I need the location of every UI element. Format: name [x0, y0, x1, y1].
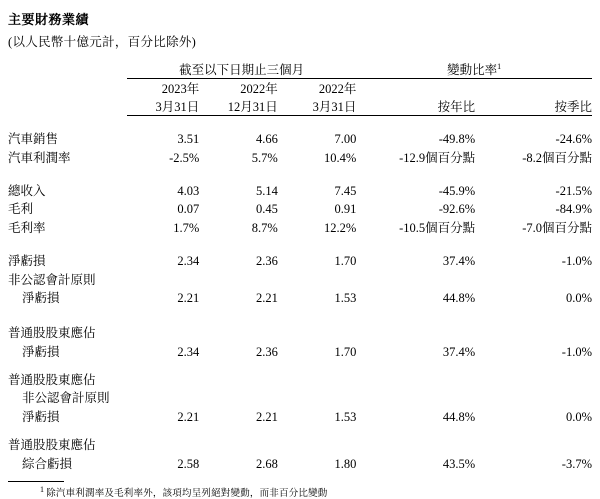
row-value: 0.91 — [334, 202, 357, 217]
row-spacer — [8, 168, 592, 182]
row-value: 0.0% — [565, 410, 592, 424]
footnote-text — [8, 485, 592, 499]
row-spacer-cell — [8, 116, 592, 130]
row-spacer-cell — [8, 168, 592, 182]
row-value: 0.0% — [565, 291, 592, 306]
row-value — [356, 389, 475, 408]
row-label: 毛利 — [8, 202, 34, 217]
table-row — [8, 289, 592, 308]
row-value: 1.80 — [334, 456, 357, 471]
row-value: -1.0% — [561, 344, 592, 359]
table-row — [8, 324, 592, 343]
table-row — [8, 455, 592, 474]
row-value: 2.21 — [177, 291, 200, 306]
row-value — [127, 271, 199, 290]
row-value — [199, 436, 278, 455]
table-row — [8, 200, 592, 219]
row-value: 2.36 — [255, 253, 278, 268]
financial-table — [8, 60, 592, 473]
row-value — [278, 271, 357, 290]
row-value: 7.45 — [334, 183, 357, 198]
row-value — [475, 389, 592, 408]
row-value: 2.34 — [177, 253, 200, 268]
row-value: 2.34 — [177, 344, 200, 359]
financial-highlights-page — [0, 9, 600, 499]
row-value — [278, 371, 357, 390]
row-value: 2.21 — [177, 410, 200, 424]
row-value — [475, 271, 592, 290]
column-header-1-line1: 2023年 — [161, 82, 200, 96]
table-row — [8, 271, 592, 290]
row-spacer — [8, 238, 592, 252]
table-row — [8, 219, 592, 238]
row-value — [356, 436, 475, 455]
row-value: 4.66 — [255, 132, 278, 146]
column-header-row-1 — [8, 79, 592, 97]
row-value: -84.9% — [555, 202, 592, 217]
row-label: 淨虧損 — [22, 410, 60, 424]
row-value: -49.8% — [438, 132, 476, 146]
column-header-3-line2: 3月31日 — [312, 100, 357, 114]
row-value: 1.53 — [334, 410, 357, 424]
page-title: 主要財務業績 — [8, 12, 90, 27]
row-value — [356, 371, 475, 390]
row-label: 非公認會計原則 — [22, 391, 110, 406]
row-spacer-cell — [8, 308, 592, 324]
row-value — [199, 271, 278, 290]
footnote-body: 除汽車利潤率及毛利率外，該項均呈列絕對變動，而非百分比變動 — [46, 489, 328, 499]
row-value — [278, 436, 357, 455]
row-label: 淨虧損 — [22, 291, 60, 306]
row-label: 總收入 — [8, 183, 46, 198]
row-value: -2.5% — [169, 150, 200, 165]
row-value: 37.4% — [442, 253, 476, 268]
column-header-4-line1 — [356, 79, 475, 97]
footnote-divider — [8, 481, 64, 482]
row-label: 毛利率 — [8, 221, 46, 235]
column-header-1-line2: 3月31日 — [155, 100, 200, 114]
row-spacer-cell — [8, 362, 592, 371]
row-value: 8.7% — [251, 221, 278, 235]
row-value — [199, 324, 278, 343]
row-value — [356, 271, 475, 290]
row-label: 普通股股東應佔 — [8, 372, 96, 387]
row-label: 非公認會計原則 — [8, 272, 96, 287]
table-row — [8, 149, 592, 168]
column-header-4-line2: 按年比 — [437, 100, 476, 114]
row-value: 4.03 — [177, 183, 200, 198]
column-header-3-line1: 2022年 — [318, 82, 357, 96]
row-label: 汽車利潤率 — [8, 150, 71, 165]
row-value: 5.14 — [255, 183, 278, 198]
row-value: 37.4% — [442, 344, 476, 359]
row-value — [278, 389, 357, 408]
row-value — [475, 436, 592, 455]
row-value: -92.6% — [438, 202, 476, 217]
row-value — [475, 324, 592, 343]
row-spacer-cell — [8, 427, 592, 436]
row-value — [127, 389, 199, 408]
row-value — [475, 371, 592, 390]
row-value: -7.0個百分點 — [522, 221, 592, 235]
group-header-change — [356, 60, 592, 78]
row-value: 2.36 — [255, 344, 278, 359]
row-value: -21.5% — [555, 183, 592, 198]
column-header-2-line1: 2022年 — [240, 82, 278, 96]
table-row — [8, 182, 592, 201]
row-value: -12.9個百分點 — [399, 150, 476, 165]
table-row — [8, 371, 592, 390]
row-value: 2.21 — [255, 291, 278, 306]
row-spacer — [8, 427, 592, 436]
column-header-spacer-2 — [8, 97, 127, 115]
row-value: 43.5% — [442, 456, 476, 471]
page-subtitle: (以人民幣十億元計，百分比除外) — [8, 35, 197, 49]
row-value: 7.00 — [334, 132, 357, 146]
column-header-2-line2: 12月31日 — [227, 100, 278, 114]
table-row — [8, 436, 592, 455]
footnote-block — [8, 481, 592, 499]
group-header-period: 截至以下日期止三個月 — [179, 63, 305, 77]
table-row — [8, 252, 592, 271]
row-value: 1.53 — [334, 291, 357, 306]
row-value: -24.6% — [555, 132, 592, 146]
row-label: 淨虧損 — [8, 253, 46, 268]
row-value: -3.7% — [561, 456, 592, 471]
row-value: 10.4% — [324, 150, 357, 165]
group-header-row — [8, 60, 592, 78]
row-value — [127, 324, 199, 343]
group-header-spacer — [8, 60, 127, 78]
column-header-spacer-1 — [8, 79, 127, 97]
row-value: 5.7% — [251, 150, 278, 165]
row-value: 3.51 — [177, 132, 200, 146]
footnote-marker: 1 — [40, 485, 45, 495]
row-value: 0.45 — [255, 202, 278, 217]
row-value: 0.07 — [177, 202, 200, 217]
row-spacer-cell — [8, 238, 592, 252]
row-label: 綜合虧損 — [22, 456, 73, 471]
row-value: -8.2個百分點 — [522, 150, 592, 165]
row-value: 2.21 — [255, 410, 278, 424]
row-value: 12.2% — [324, 221, 357, 235]
table-row — [8, 408, 592, 427]
row-spacer — [8, 362, 592, 371]
table-row — [8, 130, 592, 149]
row-label: 普通股股東應佔 — [8, 437, 96, 452]
row-value — [199, 389, 278, 408]
table-row — [8, 389, 592, 408]
row-value: -10.5個百分點 — [399, 221, 476, 235]
row-value: 1.70 — [334, 253, 357, 268]
column-header-5-line1 — [475, 79, 592, 97]
row-value: 1.7% — [173, 221, 200, 235]
row-value: -1.0% — [561, 253, 592, 268]
table-row — [8, 343, 592, 362]
row-label: 淨虧損 — [22, 344, 60, 359]
financial-table-body — [8, 116, 592, 473]
row-value — [356, 324, 475, 343]
row-value — [127, 371, 199, 390]
row-value: 2.58 — [177, 456, 200, 471]
row-value — [278, 324, 357, 343]
row-label: 普通股股東應佔 — [8, 326, 96, 340]
column-header-row-2 — [8, 97, 592, 115]
row-value: 44.8% — [442, 410, 476, 424]
row-value: 44.8% — [442, 291, 476, 306]
row-value: -45.9% — [438, 183, 476, 198]
row-value — [127, 436, 199, 455]
row-spacer — [8, 116, 592, 130]
row-value: 1.70 — [334, 344, 357, 359]
row-value: 2.68 — [255, 456, 278, 471]
row-value — [199, 371, 278, 390]
group-header-change-label: 變動比率 — [447, 63, 498, 77]
column-header-5-line2: 按季比 — [554, 100, 592, 114]
row-spacer — [8, 308, 592, 324]
group-header-change-footnote-marker: 1 — [497, 61, 502, 71]
row-label: 汽車銷售 — [8, 132, 59, 146]
